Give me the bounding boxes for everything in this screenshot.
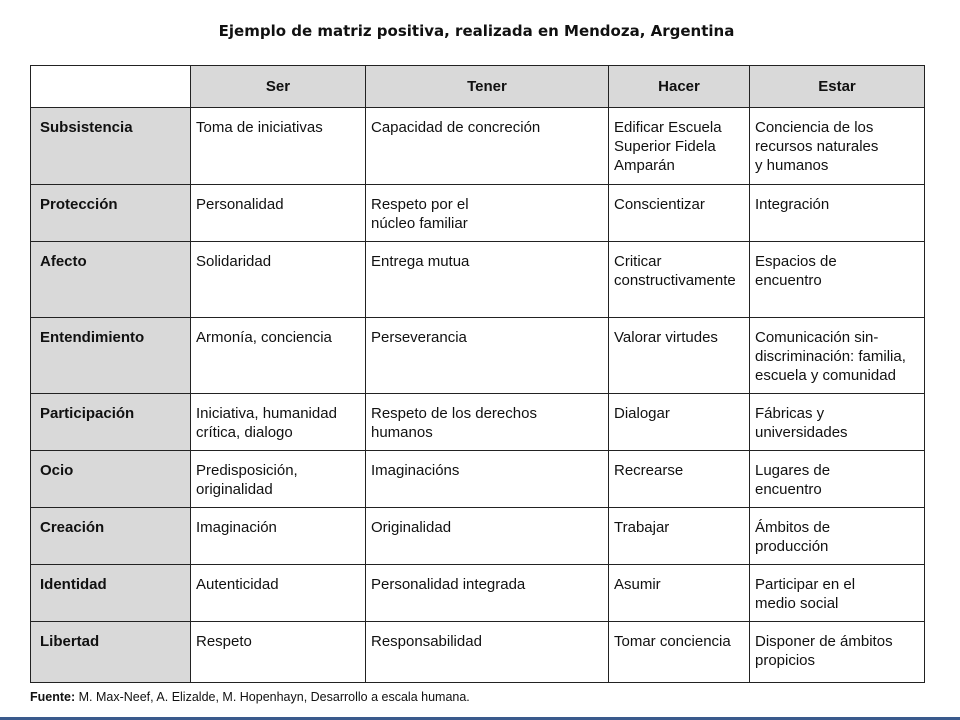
table-cell <box>750 622 925 683</box>
cell-text: Participar en el medio social <box>755 576 856 612</box>
table-cell <box>750 508 925 565</box>
column-header-hacer: Hacer <box>609 66 750 108</box>
source-text: M. Max-Neef, A. Elizalde, M. Hopenhayn, Desarrollo a escala humana. <box>75 690 470 704</box>
source-label: Fuente: <box>30 690 76 704</box>
table-cell <box>366 394 609 451</box>
table-cell <box>609 451 750 508</box>
row-header-cell: Afecto <box>31 242 191 318</box>
table-cell <box>750 394 925 451</box>
table-cell <box>366 185 609 242</box>
table-header-row <box>31 66 925 108</box>
table-cell <box>609 108 750 185</box>
cell-text: Responsabilidad <box>371 633 482 650</box>
table-cell <box>191 508 366 565</box>
table-cell <box>609 318 750 394</box>
table-cell <box>750 451 925 508</box>
cell-text: Comunicación sin- discriminación: familia, escuela y comunidad <box>755 329 906 384</box>
table-row <box>31 108 925 185</box>
row-header-cell: Subsistencia <box>31 108 191 185</box>
cell-text: Espacios de encuentro <box>755 253 837 289</box>
cell-text: Conciencia de los recursos naturales y humanos <box>755 119 879 174</box>
row-header-cell: Libertad <box>31 622 191 683</box>
cell-text: Dialogar <box>614 405 670 422</box>
cell-text: Respeto <box>196 633 252 650</box>
table-row <box>31 318 925 394</box>
cell-text: Ámbitos de producción <box>755 519 831 555</box>
corner-cell <box>31 66 191 108</box>
table-cell <box>191 451 366 508</box>
cell-text: Edificar Escuela Superior Fidela Amparán <box>614 119 722 174</box>
row-header-cell: Protección <box>31 185 191 242</box>
cell-text: Imaginación <box>196 519 277 536</box>
cell-text: Solidaridad <box>196 253 272 270</box>
cell-text: Conscientizar <box>614 196 705 213</box>
table-cell <box>750 242 925 318</box>
cell-text: Tomar conciencia <box>614 633 731 650</box>
cell-text: Lugares de encuentro <box>755 462 831 498</box>
table-row <box>31 185 925 242</box>
table-cell <box>609 242 750 318</box>
page-title: Ejemplo de matriz positiva, realizada en Mendoza, Argentina <box>218 22 735 40</box>
table-cell <box>366 318 609 394</box>
table-cell <box>366 108 609 185</box>
table-cell <box>191 565 366 622</box>
cell-text: Capacidad de concreción <box>371 119 541 136</box>
cell-text: Armonía, conciencia <box>196 329 332 346</box>
source-citation <box>30 690 470 704</box>
row-header-cell: Creación <box>31 508 191 565</box>
cell-text: Personalidad <box>196 196 284 213</box>
cell-text: Autenticidad <box>196 576 279 593</box>
cell-text: Predisposición, originalidad <box>196 462 298 498</box>
row-header-cell: Ocio <box>31 451 191 508</box>
table-cell <box>366 451 609 508</box>
table-cell <box>750 318 925 394</box>
cell-text: Criticar constructivamente <box>614 253 736 289</box>
table-cell <box>609 565 750 622</box>
table-cell <box>366 565 609 622</box>
cell-text: Valorar virtudes <box>614 329 718 346</box>
cell-text: Respeto por el núcleo familiar <box>371 196 469 232</box>
table-cell <box>750 565 925 622</box>
cell-text: Integración <box>755 196 830 213</box>
cell-text: Fábricas y universidades <box>755 405 848 441</box>
cell-text: Entrega mutua <box>371 253 470 270</box>
table-cell <box>191 242 366 318</box>
table-cell <box>191 394 366 451</box>
needs-matrix-table <box>30 65 925 683</box>
table-cell <box>191 108 366 185</box>
table-cell <box>750 108 925 185</box>
table-cell <box>750 185 925 242</box>
cell-text: Asumir <box>614 576 661 593</box>
cell-text: Iniciativa, humanidad crítica, dialogo <box>196 405 337 441</box>
cell-text: Imaginacións <box>371 462 460 479</box>
table-cell <box>609 394 750 451</box>
table-cell <box>366 242 609 318</box>
column-header-estar: Estar <box>750 66 925 108</box>
cell-text: Respeto de los derechos humanos <box>371 405 537 441</box>
cell-text: Recrearse <box>614 462 684 479</box>
table-cell <box>191 185 366 242</box>
cell-text: Originalidad <box>371 519 452 536</box>
cell-text: Trabajar <box>614 519 670 536</box>
table-row <box>31 508 925 565</box>
cell-text: Perseverancia <box>371 329 467 346</box>
row-header-cell: Entendimiento <box>31 318 191 394</box>
table-cell <box>191 622 366 683</box>
row-header-cell: Participación <box>31 394 191 451</box>
column-header-tener: Tener <box>366 66 609 108</box>
table-cell <box>366 622 609 683</box>
row-header-cell: Identidad <box>31 565 191 622</box>
cell-text: Disponer de ámbitos propicios <box>755 633 893 669</box>
table-cell <box>609 508 750 565</box>
table-row <box>31 242 925 318</box>
cell-text: Toma de iniciativas <box>196 119 323 136</box>
table-cell <box>609 185 750 242</box>
table-row <box>31 622 925 683</box>
table-row <box>31 394 925 451</box>
table-cell <box>609 622 750 683</box>
cell-text: Personalidad integrada <box>371 576 526 593</box>
column-header-ser: Ser <box>191 66 366 108</box>
table-row <box>31 565 925 622</box>
table-row <box>31 451 925 508</box>
table-cell <box>191 318 366 394</box>
table-cell <box>366 508 609 565</box>
